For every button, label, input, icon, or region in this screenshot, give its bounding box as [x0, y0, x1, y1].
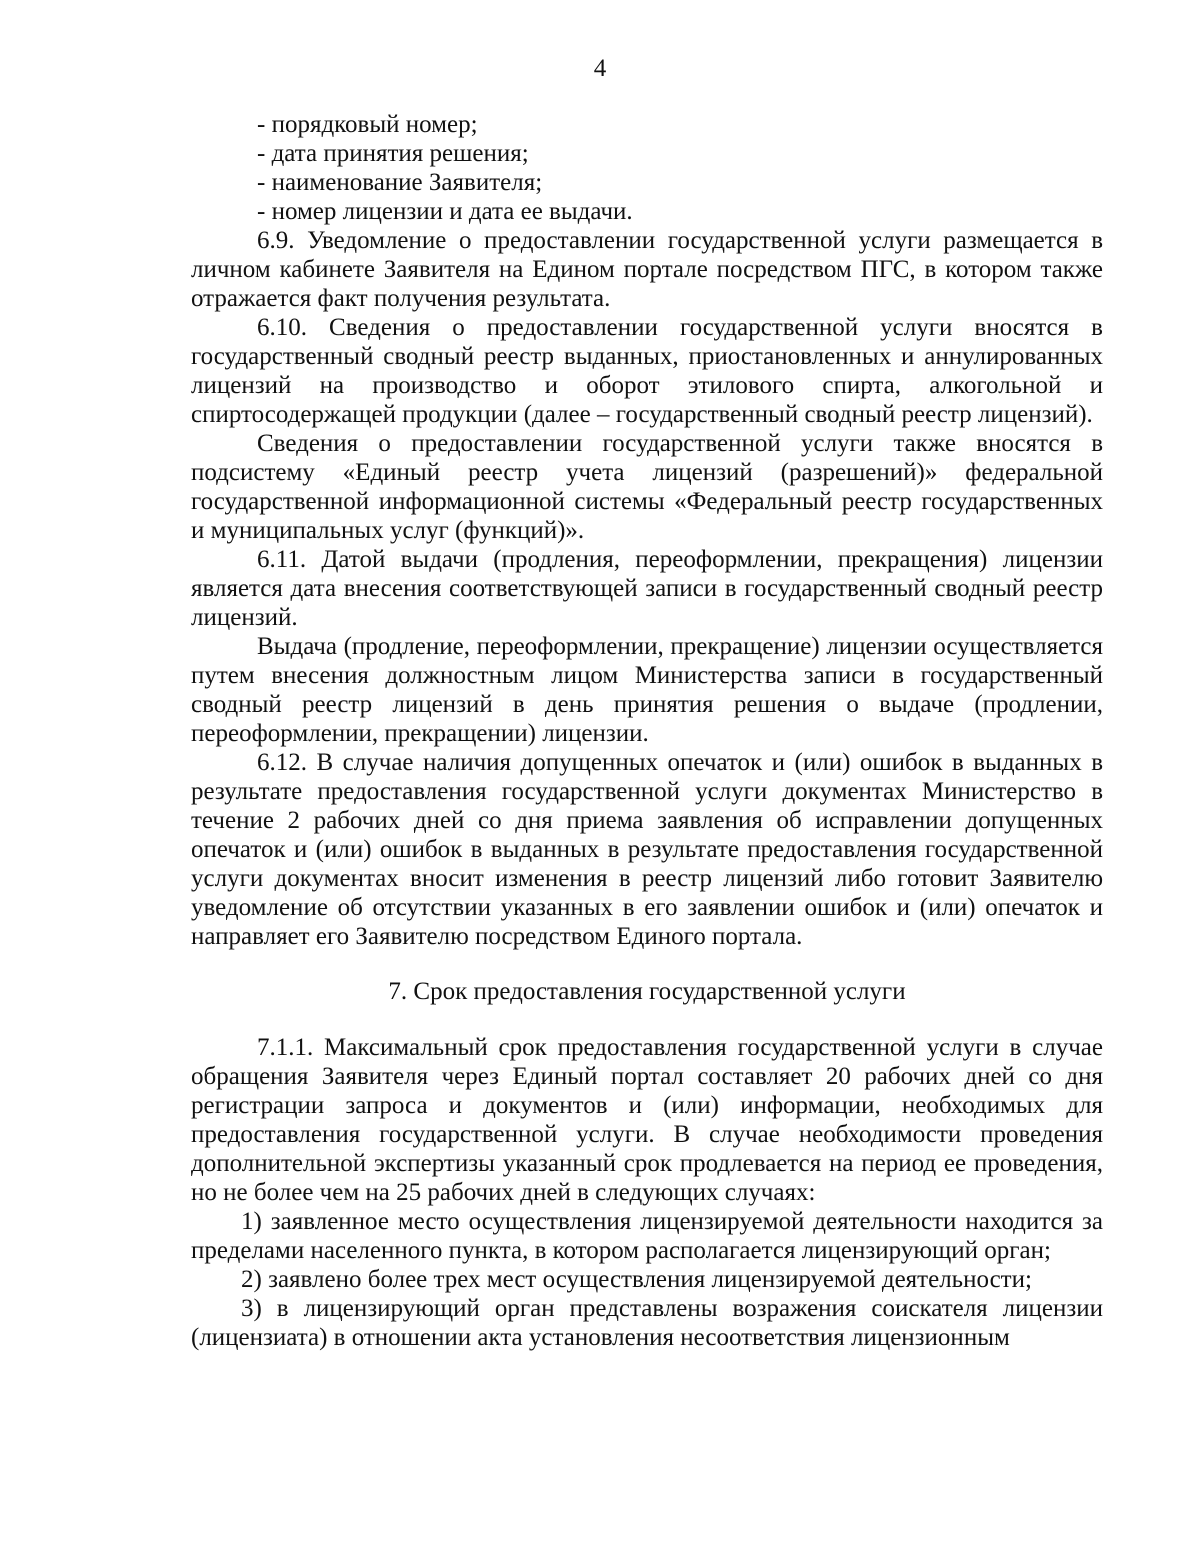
document-body [191, 110, 1103, 1352]
list-item: - порядковый номер; [257, 111, 478, 138]
paragraph-7-1-1: 7.1.1. Максимальный срок предоставления государственной услуги в случае обращения Заявителя через Единый портал составляет 20 рабочих дней со дня регистрации запроса и документов и (или) информации, необходимых для предоставления государственной услуги. В случае необходимости проведения дополнительной экспертизы указанный срок продлевается на период ее проведения, но не более чем на 25 рабочих дней в следующих случаях: [191, 1034, 1103, 1206]
paragraph-6-10: 6.10. Сведения о предоставлении государственной услуги вносятся в государственный сводный реестр выданных, приостановленных и аннулированных лицензий на производство и оборот этилового спирта, алкогольной и спиртосодержащей продукции (далее – государственный сводный реестр лицензий). [191, 314, 1103, 428]
paragraph-6-9: 6.9. Уведомление о предоставлении государственной услуги размещается в личном кабинете Заявителя на Едином портале посредством ПГС, в котором также отражается факт получения результата. [191, 227, 1103, 312]
list-item: - дата принятия решения; [257, 140, 529, 167]
paragraph-6-11: 6.11. Датой выдачи (продления, переоформлении, прекращения) лицензии является дата внесения соответствующей записи в государственный сводный реестр лицензий. [191, 546, 1103, 631]
list-item: - наименование Заявителя; [257, 169, 543, 196]
numbered-item-3: 3) в лицензирующий орган представлены возражения соискателя лицензии (лицензиата) в отношении акта установления несоответствия лицензионным [191, 1295, 1103, 1351]
numbered-item-1: 1) заявленное место осуществления лицензируемой деятельности находится за пределами населенного пункта, в котором располагается лицензирующий орган; [191, 1208, 1103, 1264]
paragraph-6-12: 6.12. В случае наличия допущенных опечаток и (или) ошибок в выданных в результате предоставления государственной услуги документах Министерство в течение 2 рабочих дней со дня приема заявления об исправлении допущенных опечаток и (или) ошибок в выданных в результате предоставления государственной услуги документах вносит изменения в реестр лицензий либо готовит Заявителю уведомление об отсутствии указанных в его заявлении ошибок и (или) опечаток и направляет его Заявителю посредством Единого портала. [191, 749, 1103, 950]
list-item: - номер лицензии и дата ее выдачи. [257, 198, 633, 225]
paragraph-6-11-continued: Выдача (продление, переоформлении, прекращение) лицензии осуществляется путем внесения должностным лицом Министерства записи в государственный сводный реестр лицензий в день принятия решения о выдаче (продлении, переоформлении, прекращении) лицензии. [191, 633, 1103, 747]
paragraph-6-10-continued: Сведения о предоставлении государственной услуги также вносятся в подсистему «Единый реестр учета лицензий (разрешений)» федеральной государственной информационной системы «Федеральный реестр государственных и муниципальных услуг (функций)». [191, 430, 1103, 544]
page-number: 4 [593, 55, 607, 82]
section-7-heading: 7. Срок предоставления государственной услуги [388, 978, 906, 1005]
numbered-item-2: 2) заявлено более трех мест осуществления лицензируемой деятельности; [241, 1266, 1032, 1293]
